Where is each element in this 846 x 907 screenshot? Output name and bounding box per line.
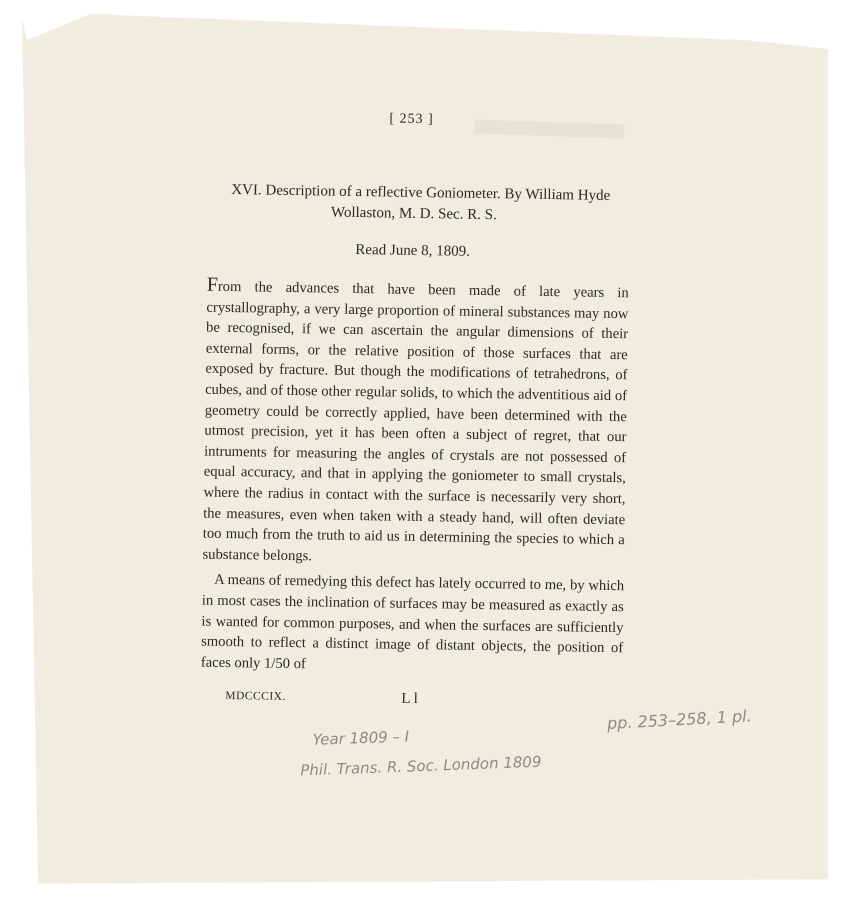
- show-through-text: [474, 120, 624, 139]
- pencil-note-pages: pp. 253–258, 1 pl.: [606, 706, 753, 734]
- footer-signature: L l: [401, 690, 418, 708]
- pencil-note-source: Phil. Trans. R. Soc. London 1809: [300, 752, 542, 780]
- read-date: Read June 8, 1809.: [355, 241, 471, 260]
- page-number: [ 253 ]: [389, 111, 434, 128]
- title-line-1: XVI. Description of a reflective Goniometer. By William Hyde: [231, 182, 611, 204]
- article-body: [201, 275, 629, 680]
- paragraph-2: A means of remedying this defect has lately occurred to me, by which in most cases the inclination of surfaces may be measured as exactly as is wanted for common purposes, and when the surfaces are sufficiently smooth to reflect a distinct image of distant objects, the position of faces only 1/50 of: [200, 572, 625, 672]
- article-title: [231, 180, 612, 228]
- footer-year: MDCCCIX.: [225, 689, 286, 703]
- title-line-2: Wollaston, M. D. Sec. R. S.: [330, 204, 497, 224]
- pencil-note-year: Year 1809 – I: [312, 727, 410, 749]
- paragraph-1: From the advances that have been made of late years in crystallography, a very large proportion of mineral substances may now be recognised, if we can ascertain the angular dimensions of their external forms, or the relative position of those surfaces that are exposed by fracture. But though the modifications of tetrahedrons, of cubes, and of those other regular solids, to which the adventitious aid of geometry could be correctly applied, have been determined with the utmost precision, yet it has been often a subject of regret, that our intruments for measuring the angles of crystals are not possessed of equal accuracy, and that in applying the goniometer to small crystals, where the radius in contact with the surface is necessarily very short, the measures, even when taken with a steady hand, will often deviate too much from the truth to aid us in determining the species to which a substance belongs.: [202, 273, 629, 565]
